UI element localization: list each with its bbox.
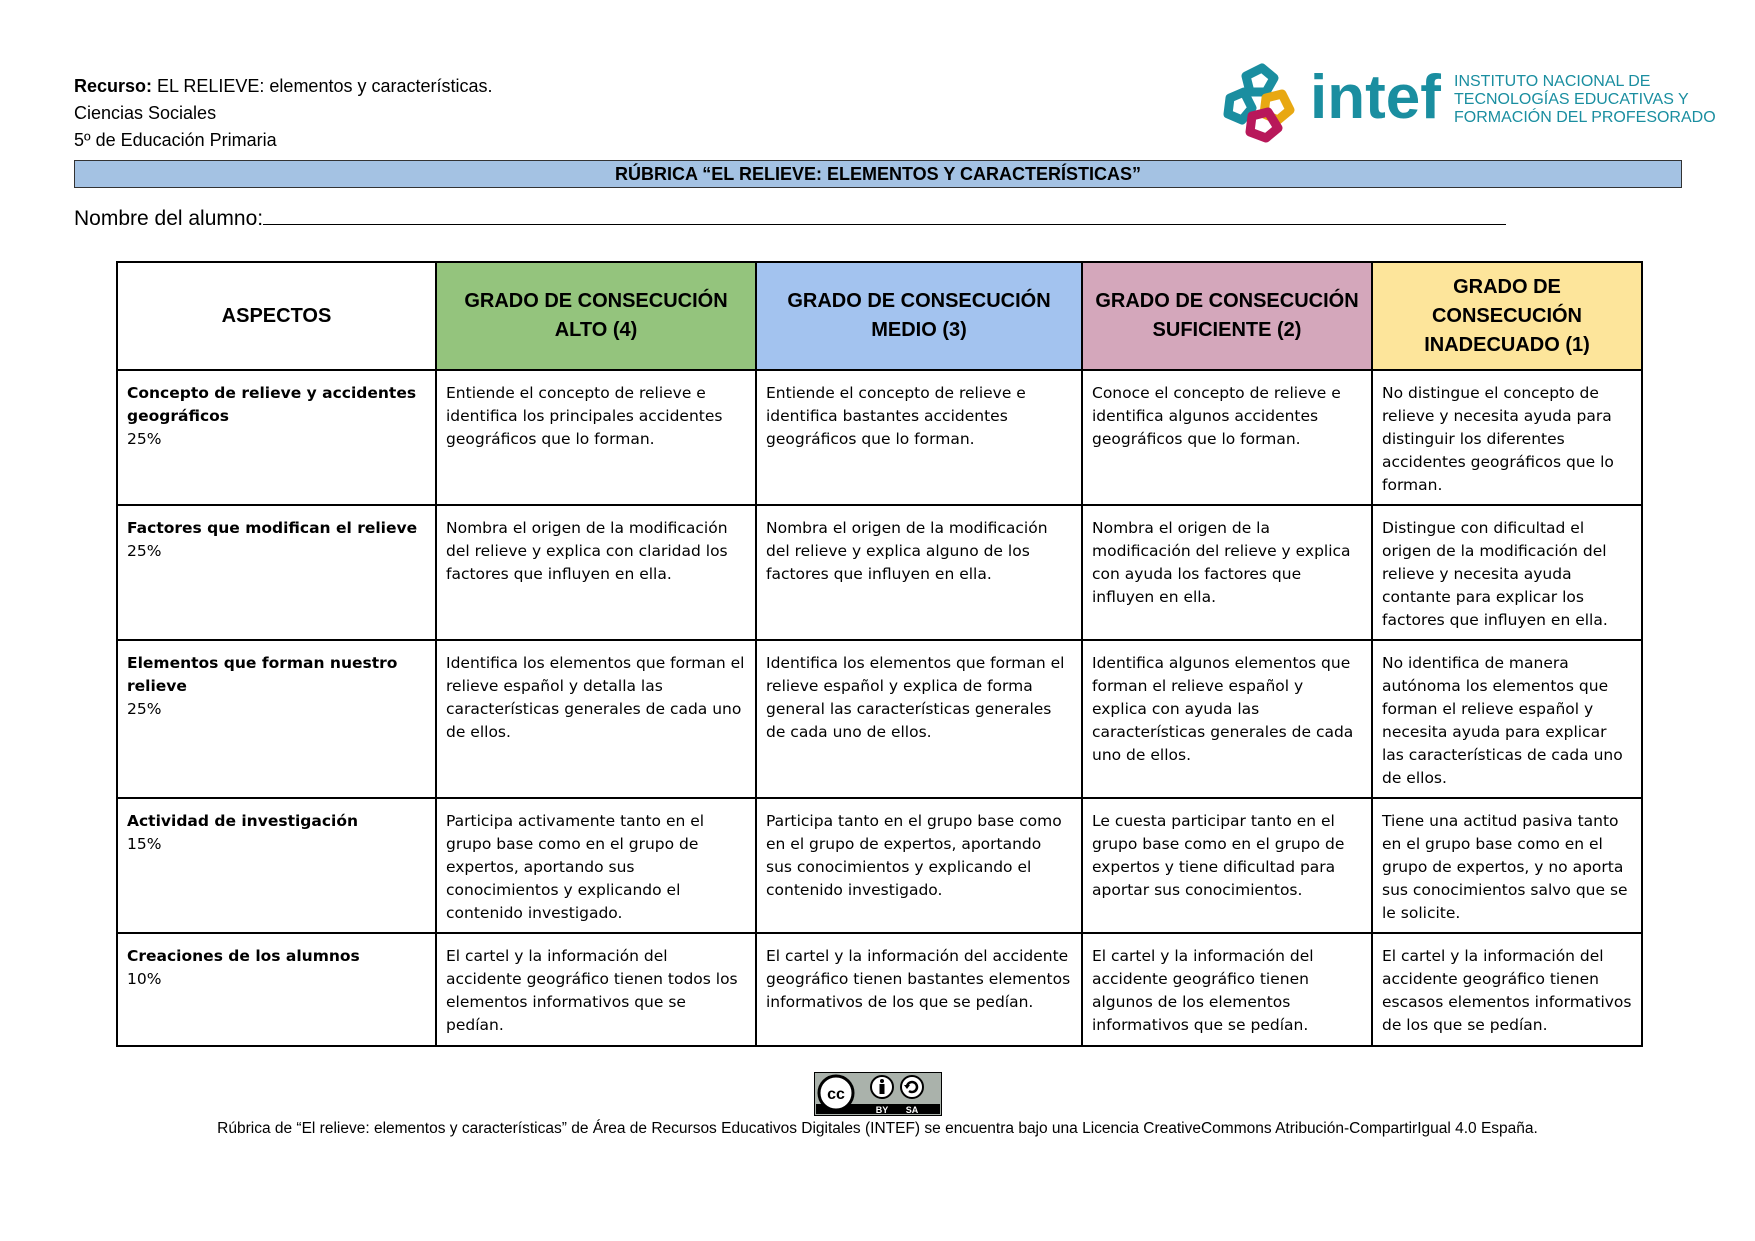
document-header [74,73,493,154]
cell-medio: Entiende el concepto de relieve e identifica bastantes accidentes geográficos que lo forman. [756,370,1082,505]
subject-line: Ciencias Sociales [74,103,217,123]
cell-alto: El cartel y la información del accidente geográfico tienen todos los elementos informativos que se pedían. [436,933,756,1046]
aspect-cell [117,640,436,798]
svg-text:cc: cc [827,1086,845,1103]
header-row [117,262,1642,370]
aspect-cell [117,933,436,1046]
table-row [117,798,1642,933]
student-name-label: Nombre del alumno: [74,207,264,230]
aspect-name: Elementos que forman nuestro relieve [127,654,398,695]
aspect-name: Factores que modifican el relieve [127,519,418,537]
aspect-cell [117,505,436,640]
cell-alto: Participa activamente tanto en el grupo base como en el grupo de expertos, aportando sus conocimientos y explicando el contenido investigado. [436,798,756,933]
cell-inadecuado: Distingue con dificultad el origen de la modificación del relieve y necesita ayuda contante para explicar los factores que influyen en ella. [1372,505,1642,640]
intef-line-2: TECNOLOGÍAS EDUCATIVAS Y [1454,91,1689,108]
student-name-field [74,204,1506,234]
aspect-weight: 25% [127,430,162,448]
cell-suficiente: El cartel y la información del accidente geográfico tienen algunos de los elementos informativos que se pedían. [1082,933,1372,1046]
cell-medio: Identifica los elementos que forman el relieve español y explica de forma general las características generales de cada uno de ellos. [756,640,1082,798]
license-footer: Rúbrica de “El relieve: elementos y características” de Área de Recursos Educativos Digitales (INTEF) se encuentra bajo una Licencia CreativeCommons Atribución-CompartirIgual 4.0 España. [217,1120,1538,1137]
cc-by-sa-badge[interactable] [814,1072,942,1116]
aspect-weight: 25% [127,700,162,718]
rubric-table [116,261,1643,1047]
attribution-icon [871,1076,893,1098]
aspect-name: Creaciones de los alumnos [127,947,360,965]
header-aspects: ASPECTOS [117,262,436,370]
intef-logo [1222,58,1716,146]
aspect-name: Concepto de relieve y accidentes geográficos [127,384,417,425]
intef-line-1: INSTITUTO NACIONAL DE [1454,73,1651,90]
badge-by: BY [875,1105,889,1115]
aspect-weight: 10% [127,970,162,988]
aspect-name: Actividad de investigación [127,812,359,830]
table-row [117,370,1642,505]
aspect-weight: 25% [127,542,162,560]
cell-medio: Nombra el origen de la modificación del relieve y explica alguno de los factores que influyen en ella. [756,505,1082,640]
intef-emblem-icon [1228,68,1290,138]
header-alto: GRADO DE CONSECUCIÓN ALTO (4) [436,262,756,370]
cell-inadecuado: No identifica de manera autónoma los elementos que forman el relieve español y necesita ayuda para explicar las características de cada uno de ellos. [1372,640,1642,798]
resource-value: EL RELIEVE: elementos y características. [152,76,493,96]
cc-icon [819,1076,853,1110]
badge-sa: SA [905,1105,919,1115]
share-alike-icon [901,1076,923,1098]
cell-inadecuado: El cartel y la información del accidente geográfico tienen escasos elementos informativos de los que se pedían. [1372,933,1642,1046]
cell-medio: El cartel y la información del accidente geográfico tienen bastantes elementos informativos de los que se pedían. [756,933,1082,1046]
student-name-line[interactable] [263,204,1506,225]
cell-alto: Nombra el origen de la modificación del relieve y explica con claridad los factores que influyen en ella. [436,505,756,640]
table-row [117,505,1642,640]
cell-alto: Identifica los elementos que forman el relieve español y detalla las características generales de cada uno de ellos. [436,640,756,798]
resource-line [74,73,493,100]
resource-label: Recurso: [74,76,153,96]
intef-line-3: FORMACIÓN DEL PROFESORADO [1454,109,1716,126]
cell-alto: Entiende el concepto de relieve e identifica los principales accidentes geográficos que lo forman. [436,370,756,505]
aspect-cell [117,798,436,933]
intef-brand: intef [1310,63,1441,132]
cell-inadecuado: No distingue el concepto de relieve y necesita ayuda para distinguir los diferentes accidentes geográficos que lo forman. [1372,370,1642,505]
header-medio: GRADO DE CONSECUCIÓN MEDIO (3) [756,262,1082,370]
table-row [117,640,1642,798]
cell-suficiente: Identifica algunos elementos que forman el relieve español y explica con ayuda las características generales de cada uno de ellos. [1082,640,1372,798]
table-row [117,933,1642,1046]
aspect-cell [117,370,436,505]
cell-inadecuado: Tiene una actitud pasiva tanto en el grupo base como en el grupo de expertos, y no aporta sus conocimientos salvo que se le solicite. [1372,798,1642,933]
cell-suficiente: Conoce el concepto de relieve e identifica algunos accidentes geográficos que lo forman. [1082,370,1372,505]
cell-medio: Participa tanto en el grupo base como en el grupo de expertos, aportando sus conocimientos y explicando el contenido investigado. [756,798,1082,933]
aspect-weight: 15% [127,835,162,853]
grade-line: 5º de Educación Primaria [74,130,277,150]
cell-suficiente: Nombra el origen de la modificación del relieve y explica con ayuda los factores que influyen en ella. [1082,505,1372,640]
rubric-title: RÚBRICA “EL RELIEVE: ELEMENTOS Y CARACTERÍSTICAS” [74,160,1682,188]
header-inadecuado: GRADO DE CONSECUCIÓN INADECUADO (1) [1372,262,1642,370]
cell-suficiente: Le cuesta participar tanto en el grupo base como en el grupo de expertos y tiene dificultad para aportar sus conocimientos. [1082,798,1372,933]
header-suficiente: GRADO DE CONSECUCIÓN SUFICIENTE (2) [1082,262,1372,370]
